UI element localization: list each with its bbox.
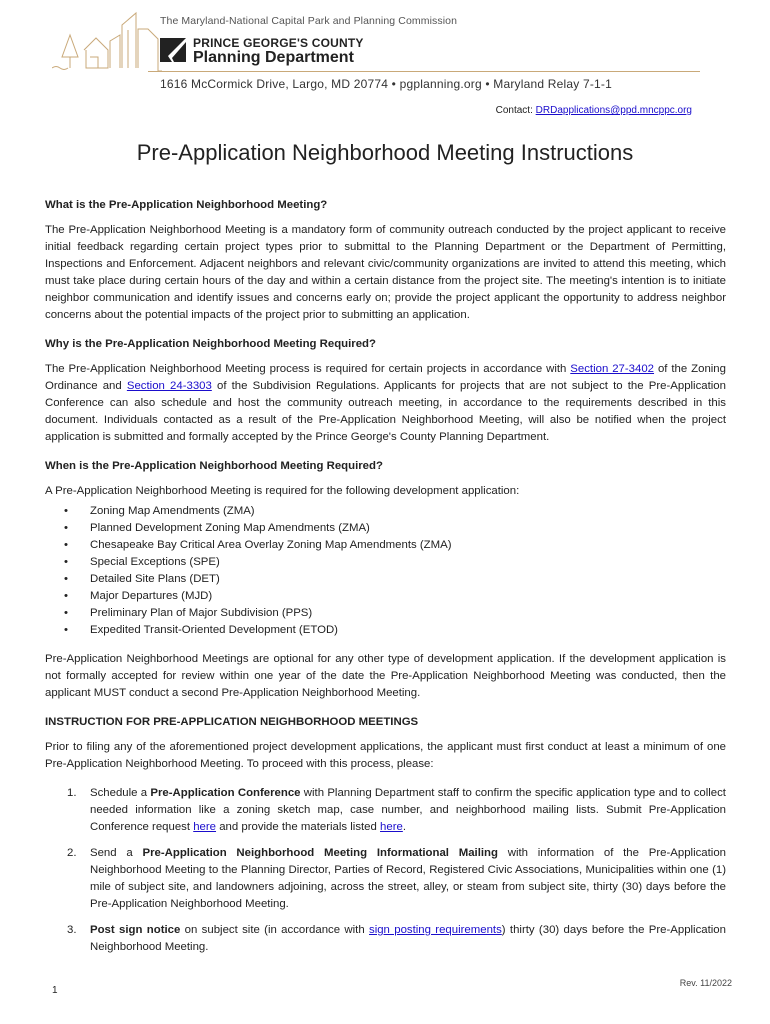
commission-name: The Maryland-National Capital Park and Planning Commission bbox=[160, 15, 458, 27]
step-text: . bbox=[402, 821, 407, 833]
pgc-logo-mark-icon bbox=[160, 38, 186, 62]
step-bold-text: Pre-Application Neighborhood Meeting Informational Mailing bbox=[142, 847, 498, 859]
bullet-icon: • bbox=[64, 505, 68, 517]
bullet-icon: • bbox=[64, 624, 68, 636]
section-intro-when: A Pre-Application Neighborhood Meeting is required for the following development application: bbox=[45, 485, 520, 497]
application-type-list bbox=[45, 503, 726, 639]
section-after-when: Pre-Application Neighborhood Meetings are optional for any other type of development application. If the development application is not formally accepted for review within one year of the date the Pre-Application Neighborhood Meeting was conducted, then the applicant MUST conduct a second Pre-Application Neighborhood Meeting. bbox=[45, 653, 726, 699]
org-name-line2: Planning Department bbox=[193, 49, 354, 66]
why-text-2: of the Zoning Ordinance and bbox=[45, 363, 726, 392]
skyline-logo-icon bbox=[52, 5, 162, 75]
step-item bbox=[45, 845, 726, 913]
step-bold-text: Post sign notice bbox=[90, 924, 181, 936]
step-text: Schedule a bbox=[90, 787, 151, 799]
list-item-text: Expedited Transit-Oriented Development (ETOD) bbox=[90, 624, 338, 636]
section-intro-instruction: Prior to filing any of the aforementioned project development applications, the applicant must first conduct at least a minimum of one Pre-Application Neighborhood Meeting. To proceed with this process, please: bbox=[45, 741, 726, 770]
org-name-line1: PRINCE GEORGE'S COUNTY bbox=[193, 36, 364, 50]
section-body-why bbox=[45, 361, 726, 446]
list-item-text: Special Exceptions (SPE) bbox=[90, 556, 220, 568]
why-text-3: of the Subdivision Regulations. Applicants for projects that are not subject to the Pre-Application Conference can also schedule and host the community outreach meeting, in accordance to the requirements described in this document. Individuals contacted as a result of the Pre-Application Neighborhood Meeting, will also be notified when the project application is submitted and formally accepted by the Prince George's County Planning Department. bbox=[45, 380, 726, 443]
list-item-text: Preliminary Plan of Major Subdivision (PPS) bbox=[90, 607, 313, 619]
step-item bbox=[45, 785, 726, 836]
step-text: Send a bbox=[90, 847, 143, 859]
step-text: with information of the Pre-Application Neighborhood Meeting to the Planning Director, Parties of Record, Registered Civic Associations, Municipalities within one (1) mile of subject site, and landowners adjoining, across the street, alley, or steam from subject site, thirty (30) days before the Pre-Application Neighborhood Meeting. bbox=[90, 847, 726, 910]
list-item bbox=[45, 571, 726, 588]
list-item bbox=[45, 588, 726, 605]
step-text: on subject site (in accordance with bbox=[180, 924, 369, 936]
list-item-text: Major Departures (MJD) bbox=[90, 590, 213, 602]
step-number: 2. bbox=[67, 847, 77, 859]
section-heading-instruction: INSTRUCTION FOR PRE-APPLICATION NEIGHBORHOOD MEETINGS bbox=[45, 716, 419, 728]
materials-list-link[interactable]: here bbox=[380, 821, 403, 833]
document-body bbox=[45, 197, 726, 965]
list-item bbox=[45, 537, 726, 554]
list-item bbox=[45, 605, 726, 622]
bullet-icon: • bbox=[64, 522, 68, 534]
step-text: and provide the materials listed bbox=[216, 821, 381, 833]
section-heading-when: When is the Pre-Application Neighborhood Meeting Required? bbox=[45, 460, 383, 472]
list-item-text: Planned Development Zoning Map Amendments (ZMA) bbox=[90, 522, 370, 534]
section-heading-what: What is the Pre-Application Neighborhood Meeting? bbox=[45, 199, 328, 211]
list-item bbox=[45, 622, 726, 639]
address-line: 1616 McCormick Drive, Largo, MD 20774 • pgplanning.org • Maryland Relay 7-1-1 bbox=[160, 77, 613, 91]
contact-label: Contact: bbox=[495, 105, 533, 116]
list-item bbox=[45, 554, 726, 571]
bullet-icon: • bbox=[64, 590, 68, 602]
bullet-icon: • bbox=[64, 573, 68, 585]
step-item bbox=[45, 922, 726, 956]
step-bold-text: Pre-Application Conference bbox=[150, 787, 301, 799]
header-divider bbox=[148, 71, 700, 72]
step-text: with Planning Department staff to confirm the specific application type and to collect needed information like a zoning sketch map, case number, and neighborhood mailing lists. Submit Pre-Application Conference request bbox=[90, 787, 726, 833]
step-number: 1. bbox=[67, 787, 77, 799]
list-item bbox=[45, 520, 726, 537]
contact-line bbox=[496, 105, 692, 116]
why-text-1: The Pre-Application Neighborhood Meeting process is required for certain projects in accordance with bbox=[45, 363, 571, 375]
list-item-text: Detailed Site Plans (DET) bbox=[90, 573, 220, 585]
sign-posting-requirements-link[interactable]: sign posting requirements bbox=[369, 924, 502, 936]
list-item-text: Zoning Map Amendments (ZMA) bbox=[90, 505, 255, 517]
revision-date: Rev. 11/2022 bbox=[679, 978, 732, 988]
bullet-icon: • bbox=[64, 607, 68, 619]
contact-email-link[interactable]: DRDapplications@ppd.mncppc.org bbox=[535, 105, 692, 116]
section-body-what: The Pre-Application Neighborhood Meeting is a mandatory form of community outreach conducted by the project applicant to receive initial feedback regarding certain project types prior to submittal to the Planning Department or the Department of Permitting, Inspections and Enforcement. Adjacent neighbors and relevant civic/community organizations are invited to attend this meeting, which must take place during certain hours of the day and within a certain distance from the project site. The meeting's intention is to initiate neighbor communication and identify issues and concerns early on; provide the project applicant the opportunity to address neighbor concerns about the potential impacts of the project prior to submitting an application. bbox=[45, 224, 726, 321]
instruction-steps bbox=[45, 785, 726, 956]
list-item bbox=[45, 503, 726, 520]
list-item-text: Chesapeake Bay Critical Area Overlay Zoning Map Amendments (ZMA) bbox=[90, 539, 452, 551]
step-text: ) thirty (30) days before the Pre-Application Neighborhood Meeting. bbox=[90, 924, 726, 953]
section-heading-why: Why is the Pre-Application Neighborhood Meeting Required? bbox=[45, 338, 376, 350]
conference-request-link[interactable]: here bbox=[193, 821, 217, 833]
step-number: 3. bbox=[67, 924, 77, 936]
section-24-3303-link[interactable]: Section 24-3303 bbox=[126, 380, 212, 392]
page-number: 1 bbox=[52, 985, 58, 996]
page-title: Pre-Application Neighborhood Meeting Instructions bbox=[136, 140, 634, 165]
section-27-3402-link[interactable]: Section 27-3402 bbox=[570, 363, 655, 375]
bullet-icon: • bbox=[64, 539, 68, 551]
bullet-icon: • bbox=[64, 556, 68, 568]
